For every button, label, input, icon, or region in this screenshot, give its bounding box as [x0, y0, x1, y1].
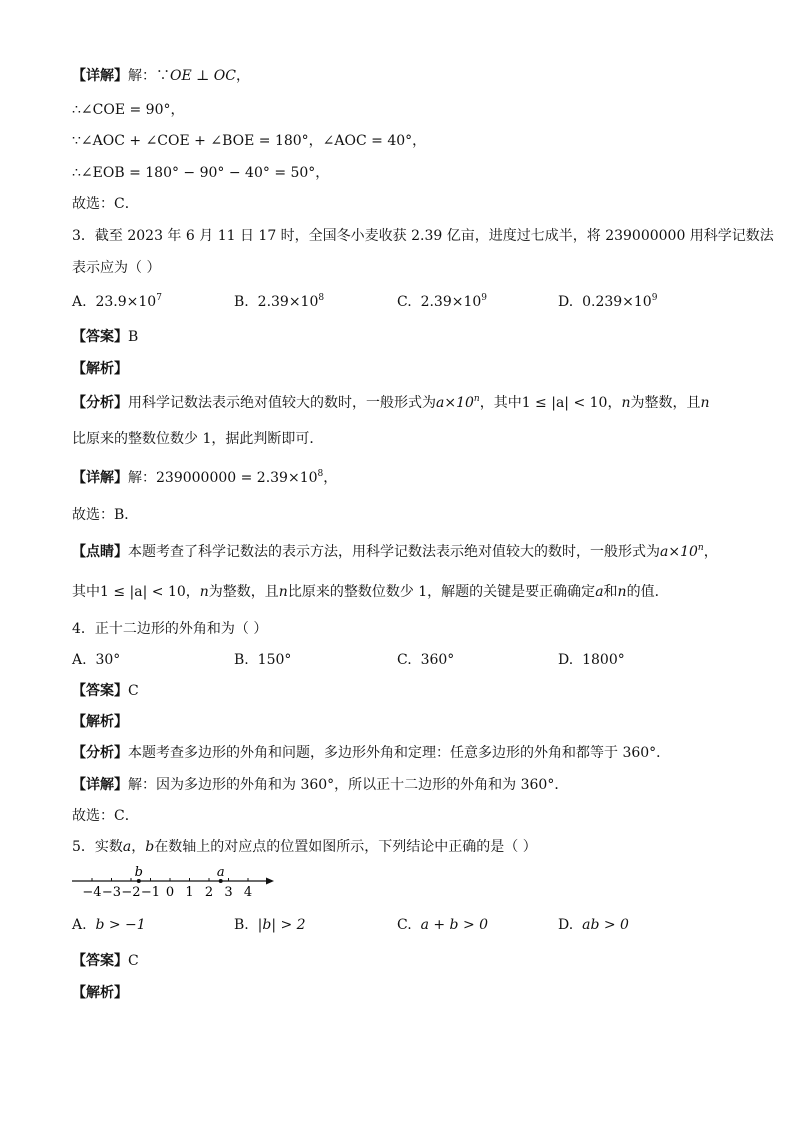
q3-fenxi-line-1: 【分析】用科学记数法表示绝对值较大的数时，一般形式为$a\times 10^n$，其中1 ≤ |a| < 10，n为整数，且n [72, 394, 710, 411]
q3-option-b: B. $2.39\times 10^8$ [234, 293, 325, 310]
q4-option-a: A. 30° [72, 652, 121, 668]
q4-analysis-label: 【解析】 [72, 714, 128, 730]
number-line-tick-label: 3 [224, 885, 233, 900]
number-line-tick-label: −3 [101, 885, 122, 900]
q3-dianjing-line-1: 【点睛】本题考查了科学记数法的表示方法，用科学记数法表示绝对值较大的数时，一般形式为$a\times 10^n$， [72, 543, 718, 560]
q2-choice: 故选：C． [72, 196, 139, 212]
q4-option-d: D. 1800° [558, 652, 625, 668]
q3-answer: 【答案】B [72, 329, 139, 345]
point-a-label: a [216, 865, 225, 880]
q4-choice: 故选：C． [72, 808, 139, 824]
q4-stem: 4．正十二边形的外角和为（ ） [72, 621, 268, 637]
number-line-tick-label: −1 [140, 885, 161, 900]
q4-fenxi: 【分析】本题考查多边形的外角和问题，多边形外角和定理：任意多边形的外角和都等于 360°． [72, 745, 671, 761]
number-line-points [135, 865, 225, 883]
q3-stem-line-1: 3．截至 2023 年 6 月 11 日 17 时，全国冬小麦收获 2.39 亿亩，进度过七成半，将 239000000 用科学记数法 [72, 228, 774, 244]
q3-stem-line-2: 表示应为（ ） [72, 260, 161, 276]
q4-option-c: C. 360° [397, 652, 455, 668]
number-line-arrowhead [266, 878, 274, 885]
q5-option-c: C. a + b > 0 [397, 917, 489, 933]
q5-option-a: A. b > −1 [72, 917, 146, 933]
q2-detail-line-2: ∴∠COE = 90°， [72, 102, 185, 118]
q5-option-d: D. ab > 0 [558, 917, 629, 933]
q4-detail: 【详解】解：因为多边形的外角和为 360°，所以正十二边形的外角和为 360°． [72, 777, 569, 793]
q3-option-a: A. $23.9\times 10^7$ [72, 293, 162, 310]
q3-detail: 【详解】解：$239000000 = 2.39\times 10^8$， [72, 469, 338, 486]
q3-option-c: C. $2.39\times 10^9$ [397, 293, 488, 310]
q3-analysis-label: 【解析】 [72, 361, 128, 377]
q4-option-b: B. 150° [234, 652, 292, 668]
number-line-tick-label: 2 [204, 885, 214, 900]
q3-fenxi-line-2: 比原来的整数位数少 1，据此判断即可． [72, 431, 324, 447]
q2-detail-line-4: ∴∠EOB = 180° − 90° − 40° = 50°， [72, 165, 330, 181]
number-line-tick-label: 1 [185, 885, 194, 900]
q5-answer: 【答案】C [72, 953, 139, 969]
q3-dianjing-line-2: 其中1 ≤ |a| < 10，n为整数，且n比原来的整数位数少 1，解题的关键是要正确确定a和n的值． [72, 584, 669, 600]
q5-analysis-label: 【解析】 [72, 985, 128, 1001]
q4-answer: 【答案】C [72, 683, 139, 699]
number-line-figure [70, 860, 280, 900]
number-line-tick-label: −2 [121, 885, 141, 900]
number-line-tick-label: 0 [165, 885, 175, 900]
q5-stem: 5．实数a，b在数轴上的对应点的位置如图所示，下列结论中正确的是（ ） [72, 839, 537, 855]
number-line-tick-label: 4 [243, 885, 253, 900]
detail-label: 【详解】 [72, 68, 128, 84]
point-b-label: b [134, 865, 143, 880]
q2-detail-line-1: 【详解】解：∵OE ⊥ OC， [72, 68, 250, 84]
q2-detail-line-3: ∵∠AOC + ∠COE + ∠BOE = 180°，∠AOC = 40°， [72, 133, 427, 149]
q3-choice: 故选：B． [72, 507, 139, 523]
number-line-tick-label: −4 [82, 885, 102, 900]
q3-option-d: D. $0.239\times 10^9$ [558, 293, 658, 310]
q5-option-b: B. |b| > 2 [234, 917, 306, 933]
